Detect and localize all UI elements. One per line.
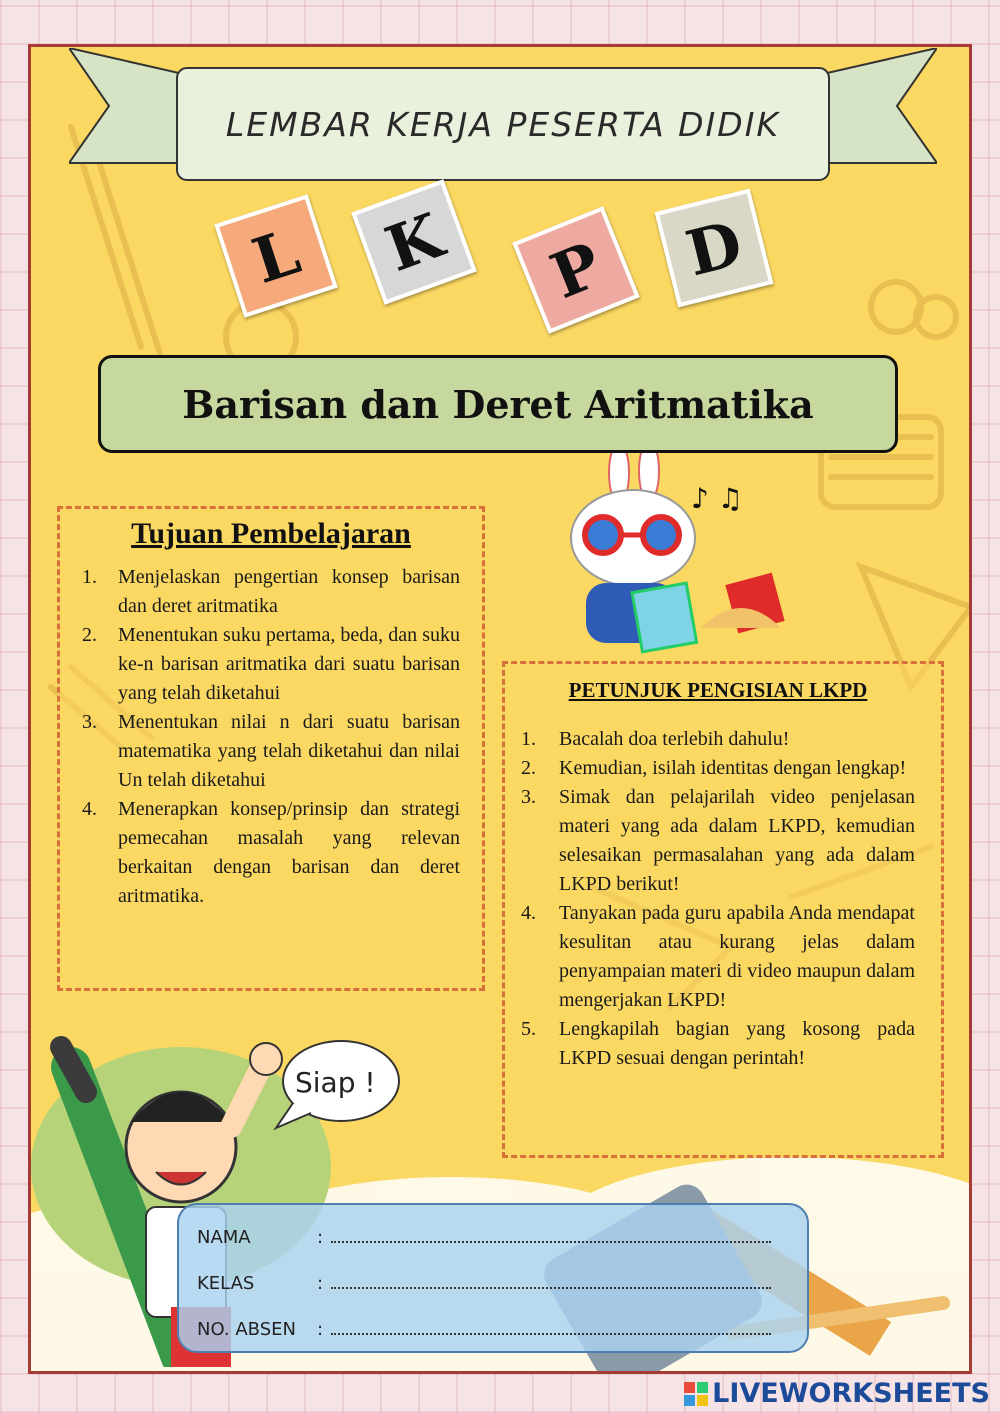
list-item: 4. Menerapkan konsep/prinsip dan strategi pemecahan masalah yang relevan berkaitan dengan barisan dan deret aritmatika. [82,798,460,907]
instructions-heading: PETUNJUK PENGISIAN LKPD [568,678,868,702]
learning-goals-box [57,506,485,991]
list-item: 1. Bacalah doa terlebih dahulu! [521,728,790,750]
name-row: NAMA : [197,1225,771,1248]
speech-bubble-text: Siap ! [295,1066,376,1099]
absen-row: NO. ABSEN : [197,1317,771,1340]
instructions-list [521,725,915,1073]
worksheet-page [28,44,972,1374]
worksheet-title: Barisan dan Deret Aritmatika [98,355,898,453]
list-item: 2. Menentukan suku pertama, beda, dan suku ke-n barisan aritmatika dari suatu barisan yang telah diketahui [82,624,460,704]
class-label: KELAS [197,1273,255,1294]
list-item: 5. Lengkapilah bagian yang kosong pada LKPD sesuai dengan perintah! [521,1018,915,1069]
list-item: 1. Menjelaskan pengertian konsep barisan dan deret aritmatika [82,566,460,617]
tile-letter-p: P [512,206,640,334]
learning-goals-heading: Tujuan Pembelajaran [131,517,411,550]
instructions-box [502,661,944,1158]
list-item: 3. Simak dan pelajarilah video penjelasan materi yang ada dalam LKPD, kemudian selesaikan permasalahan yang ada dalam LKPD berikut! [521,786,915,895]
absen-field[interactable] [331,1317,771,1335]
student-identity-box [177,1203,809,1353]
svg-text:♪ ♫: ♪ ♫ [691,482,743,515]
list-item: 4. Tanyakan pada guru apabila Anda mendapat kesulitan atau kurang jelas dalam penyampaian materi di video maupun dalam mengerjakan LKPD! [521,902,915,1011]
tile-letter-k: K [351,179,477,305]
liveworksheets-brand[interactable] [684,1378,990,1409]
class-row: KELAS : [197,1271,771,1294]
liveworksheets-logo-icon [684,1382,708,1406]
name-field[interactable] [331,1225,771,1243]
bunny-reading-illustration [541,453,801,673]
list-item: 3. Menentukan nilai n dari suatu barisan matematika yang telah diketahui dan nilai Un telah diketahui [82,711,460,791]
name-label: NAMA [197,1227,251,1248]
brand-text: LIVEWORKSHEETS [712,1378,990,1409]
class-field[interactable] [331,1271,771,1289]
tile-letter-l: L [214,194,337,317]
learning-goals-list [82,563,460,911]
list-item: 2. Kemudian, isilah identitas dengan lengkap! [521,757,907,779]
banner-title: LEMBAR KERJA PESERTA DIDIK [225,105,781,144]
absen-label: NO. ABSEN [197,1319,296,1340]
tile-letter-d: D [655,189,774,308]
